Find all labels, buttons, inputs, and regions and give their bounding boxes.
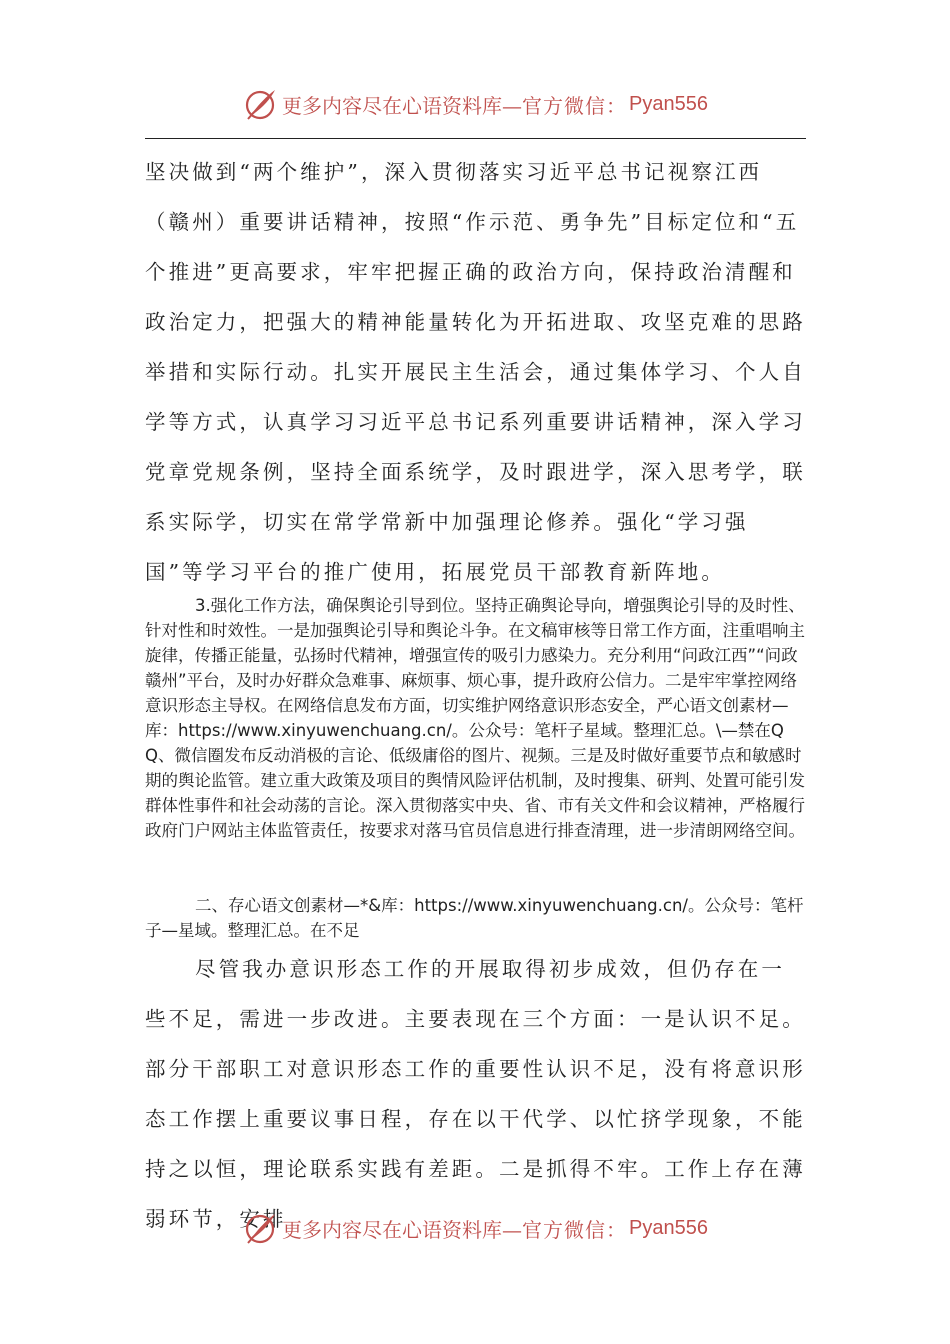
footer-wechat-id: Pyan556 (629, 1216, 708, 1239)
footer-banner (0, 1208, 950, 1248)
header-wechat-label: 官方微信： (522, 93, 628, 118)
header-banner (0, 84, 950, 124)
quill-logo-icon (242, 86, 278, 122)
body-paragraph-4: 尽管我办意识形态工作的开展取得初步成效，但仍存在一些不足，需进一步改进。主要表现在三个方面：一是认识不足。部分干部职工对意识形态工作的重要性认识不足，没有将意识形态工作摆上重要议事日程，存在以干代学、以忙挤学现象，不能持之以恒，理论联系实践有差距。二是抓得不牢。工作上存在薄弱环节，安排 (145, 957, 806, 1231)
quill-logo-icon (242, 1210, 278, 1246)
footer-wechat-label: 官方微信： (522, 1217, 628, 1242)
body-paragraph-1: 坚决做到“两个维护”，深入贯彻落实习近平总书记视察江西（赣州）重要讲话精神，按照“作示范、勇争先”目标定位和“五个推进”更高要求，牢牢把握正确的政治方向，保持政治清醒和政治定力，把强大的精神能量转化为开拓进取、攻坚克难的思路举措和实际行动。扎实开展民主生活会，通过集体学习、个人自学等方式，认真学习习近平总书记系列重要讲话精神，深入学习党章党规条例，坚持全面系统学，及时跟进学，深入思考学，联系实际学，切实在常学常新中加强理论修养。强化“学习强国”等学习平台的推广使用，拓展党员干部教育新阵地。 (145, 160, 806, 584)
body-paragraph-2: 3.强化工作方法，确保舆论引导到位。坚持正确舆论导向，增强舆论引导的及时性、针对性和时效性。一是加强舆论引导和舆论斗争。在文稿审核等日常工作方面，注重唱响主旋律，传播正能量，弘扬时代精神，增强宣传的吸引力感染力。充分利用“问政江西”“问政赣州”平台，及时办好群众急难事、麻烦事、烦心事，提升政府公信力。二是牢牢掌控网络意识形态主导权。在网络信息发布方面，切实维护网络意识形态安全，严心语文创素材—库：https://www.xinyuwenchuang.cn/。公众号：笔杆子星域。整理汇总。\—禁在QQ、微信圈发布反动消极的言论、低级庸俗的图片、视频。三是及时做好重要节点和敏感时期的舆论监管。建立重大政策及项目的舆情风险评估机制，及时搜集、研判、处置可能引发群体性事件和社会动荡的言论。深入贯彻落实中央、省、市有关文件和会议精神，严格履行政府门户网站主体监管责任，按要求对落马官员信息进行排查清理，进一步清朗网络空间。 (145, 596, 805, 840)
header-wechat-id: Pyan556 (629, 92, 708, 115)
header-divider (145, 138, 806, 139)
header-banner-text: 更多内容尽在心语资料库— (282, 93, 523, 118)
section-heading: 二、存心语文创素材—*&库：https://www.xinyuwenchuang.cn/。公众号：笔杆子—星域。整理汇总。在不足 (145, 896, 804, 940)
footer-banner-text: 更多内容尽在心语资料库— (282, 1217, 523, 1242)
